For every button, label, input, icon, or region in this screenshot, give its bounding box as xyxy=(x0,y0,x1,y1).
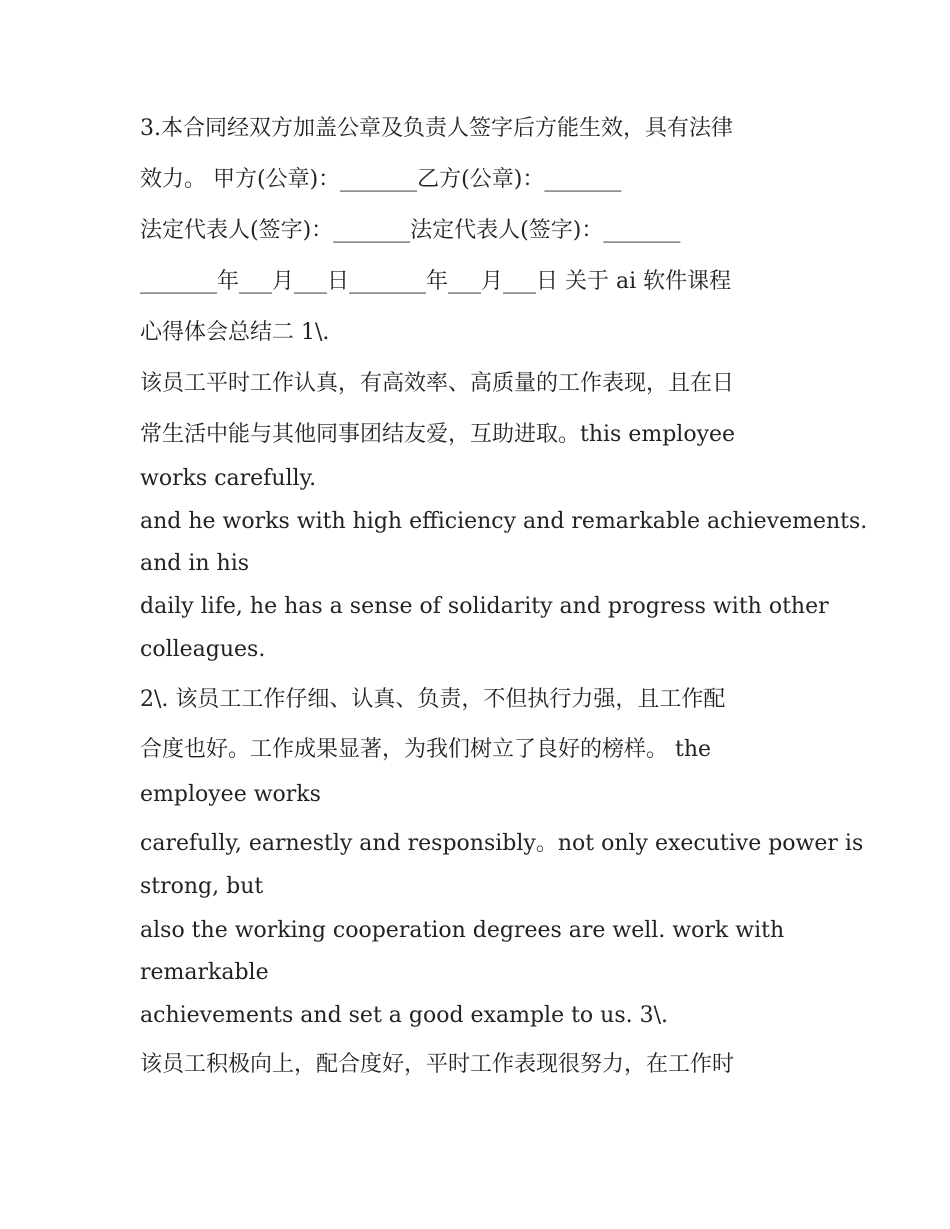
text-line: _______年___月___日_______年___月___日 关于 ai 软件课程 xyxy=(140,269,732,294)
text-line: colleagues. xyxy=(140,637,266,662)
text-line: works carefully. xyxy=(140,466,317,491)
text-line: 心得体会总结二 1\. xyxy=(140,320,330,345)
text-line: 法定代表人(签字)：_______法定代表人(签字)：_______ xyxy=(140,218,681,243)
text-line: and he works with high efficiency and remarkable achievements. xyxy=(140,509,868,534)
text-line: employee works xyxy=(140,782,321,807)
text-line: and in his xyxy=(140,551,250,576)
text-line: daily life, he has a sense of solidarity and progress with other xyxy=(140,594,829,619)
text-line: remarkable xyxy=(140,960,269,985)
text-line: 该员工平时工作认真，有高效率、高质量的工作表现，且在日 xyxy=(140,371,735,396)
text-line: carefully, earnestly and responsibly。not only executive power is xyxy=(140,831,864,856)
text-line: achievements and set a good example to us. 3\. xyxy=(140,1003,669,1028)
text-line: 3.本合同经双方加盖公章及负责人签字后方能生效，具有法律 xyxy=(140,116,733,141)
text-line: 常生活中能与其他同事团结友爱，互助进取。this employee xyxy=(140,422,736,447)
text-line: 合度也好。工作成果显著，为我们树立了良好的榜样。 the xyxy=(140,737,712,762)
text-line: also the working cooperation degrees are well. work with xyxy=(140,918,785,943)
text-line: 2\. 该员工工作仔细、认真、负责，不但执行力强，且工作配 xyxy=(140,687,726,712)
text-line: 效力。 甲方(公章)：_______乙方(公章)：_______ xyxy=(140,167,622,192)
text-line: 该员工积极向上，配合度好，平时工作表现很努力，在工作时 xyxy=(140,1052,735,1077)
text-line: strong, but xyxy=(140,874,264,899)
